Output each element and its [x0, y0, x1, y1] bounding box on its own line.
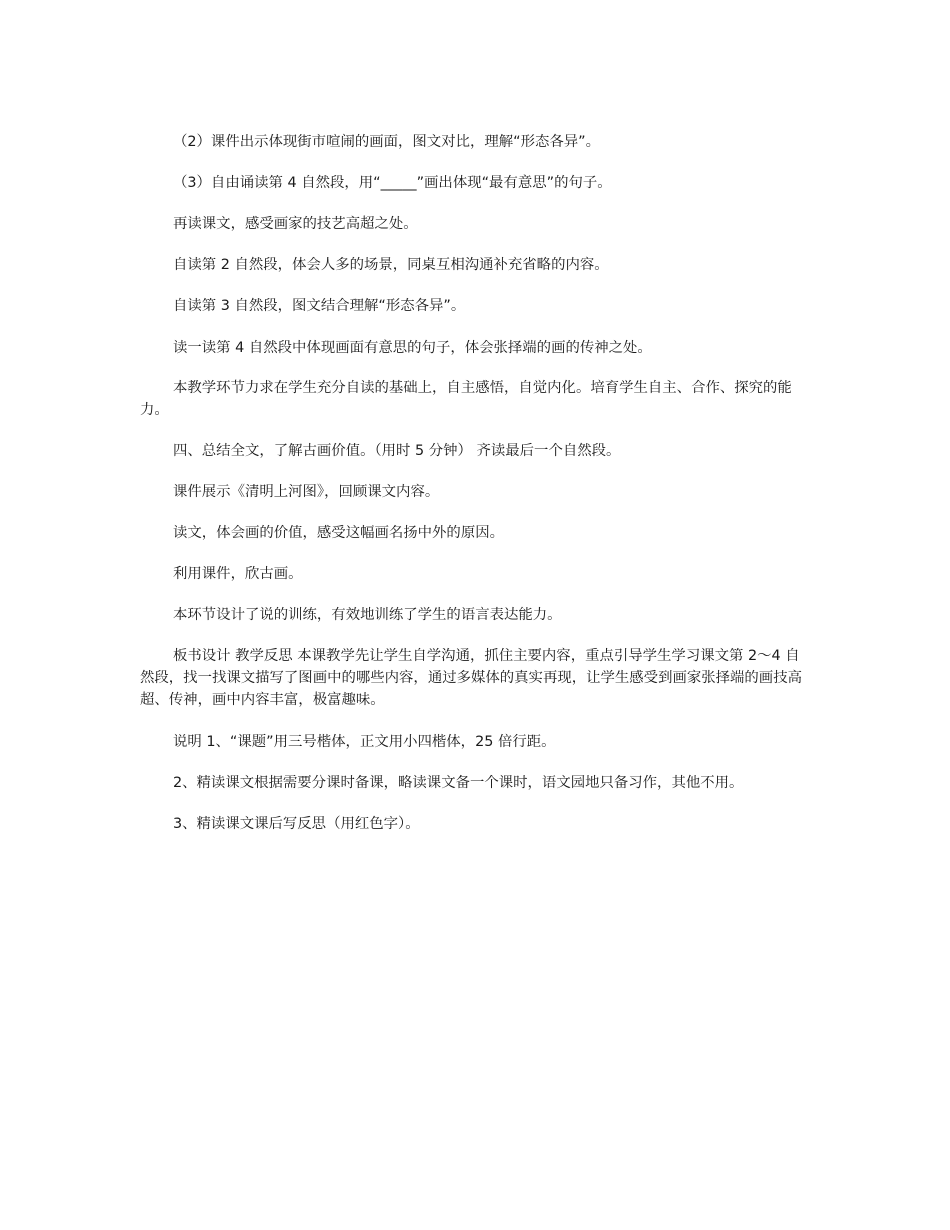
- paragraph-appreciate: 利用课件，欣古画。: [173, 566, 303, 582]
- paragraph-reread: 再读课文，感受画家的技艺高超之处。: [173, 216, 418, 232]
- paragraph-step-2: （2）课件出示体现街市喧闹的画面，图文对比，理解“形态各异”。: [173, 134, 601, 150]
- paragraph-reflection: 板书设计 教学反思 本课教学先让学生自学沟通，抓住主要内容，重点引导学生学习课文第 2～4 自然段，找一找课文描写了图画中的哪些内容，通过多媒体的真实再现，让学生感受到画家张择端的画技高超、传神，画中内容丰富，极富趣味。: [140, 648, 802, 708]
- paragraph-courseware-show: 课件展示《清明上河图》，回顾课文内容。: [173, 484, 440, 500]
- paragraph-note-2: 2、精读课文根据需要分课时备课，略读课文备一个课时，语文园地只备习作，其他不用。: [173, 775, 744, 791]
- paragraph-read-section-4: 读一读第 4 自然段中体现画面有意思的句子，体会张择端的画的传神之处。: [173, 340, 652, 356]
- paragraph-read-value: 读文，体会画的价值，感受这幅画名扬中外的原因。: [173, 525, 504, 541]
- paragraph-note-3: 3、精读课文课后写反思（用红色字）。: [173, 816, 420, 832]
- paragraph-step-3: （3）自由诵读第 4 自然段，用“_____”画出体现“最有意思”的句子。: [173, 175, 612, 191]
- paragraph-read-section-2: 自读第 2 自然段，体会人多的场景，同桌互相沟通补充省略的内容。: [173, 257, 609, 273]
- paragraph-speaking-training: 本环节设计了说的训练，有效地训练了学生的语言表达能力。: [173, 607, 562, 623]
- paragraph-read-section-3: 自读第 3 自然段，图文结合理解“形态各异”。: [173, 298, 466, 314]
- paragraph-teaching-goal: 本教学环节力求在学生充分自读的基础上，自主感悟，自觉内化。培育学生自主、合作、探究的能力。: [140, 380, 792, 418]
- paragraph-summary-heading: 四、总结全文，了解古画价值。（用时 5 分钟） 齐读最后一个自然段。: [173, 443, 621, 459]
- paragraph-note-1: 说明 1、“课题”用三号楷体，正文用小四楷体，25 倍行距。: [173, 734, 556, 750]
